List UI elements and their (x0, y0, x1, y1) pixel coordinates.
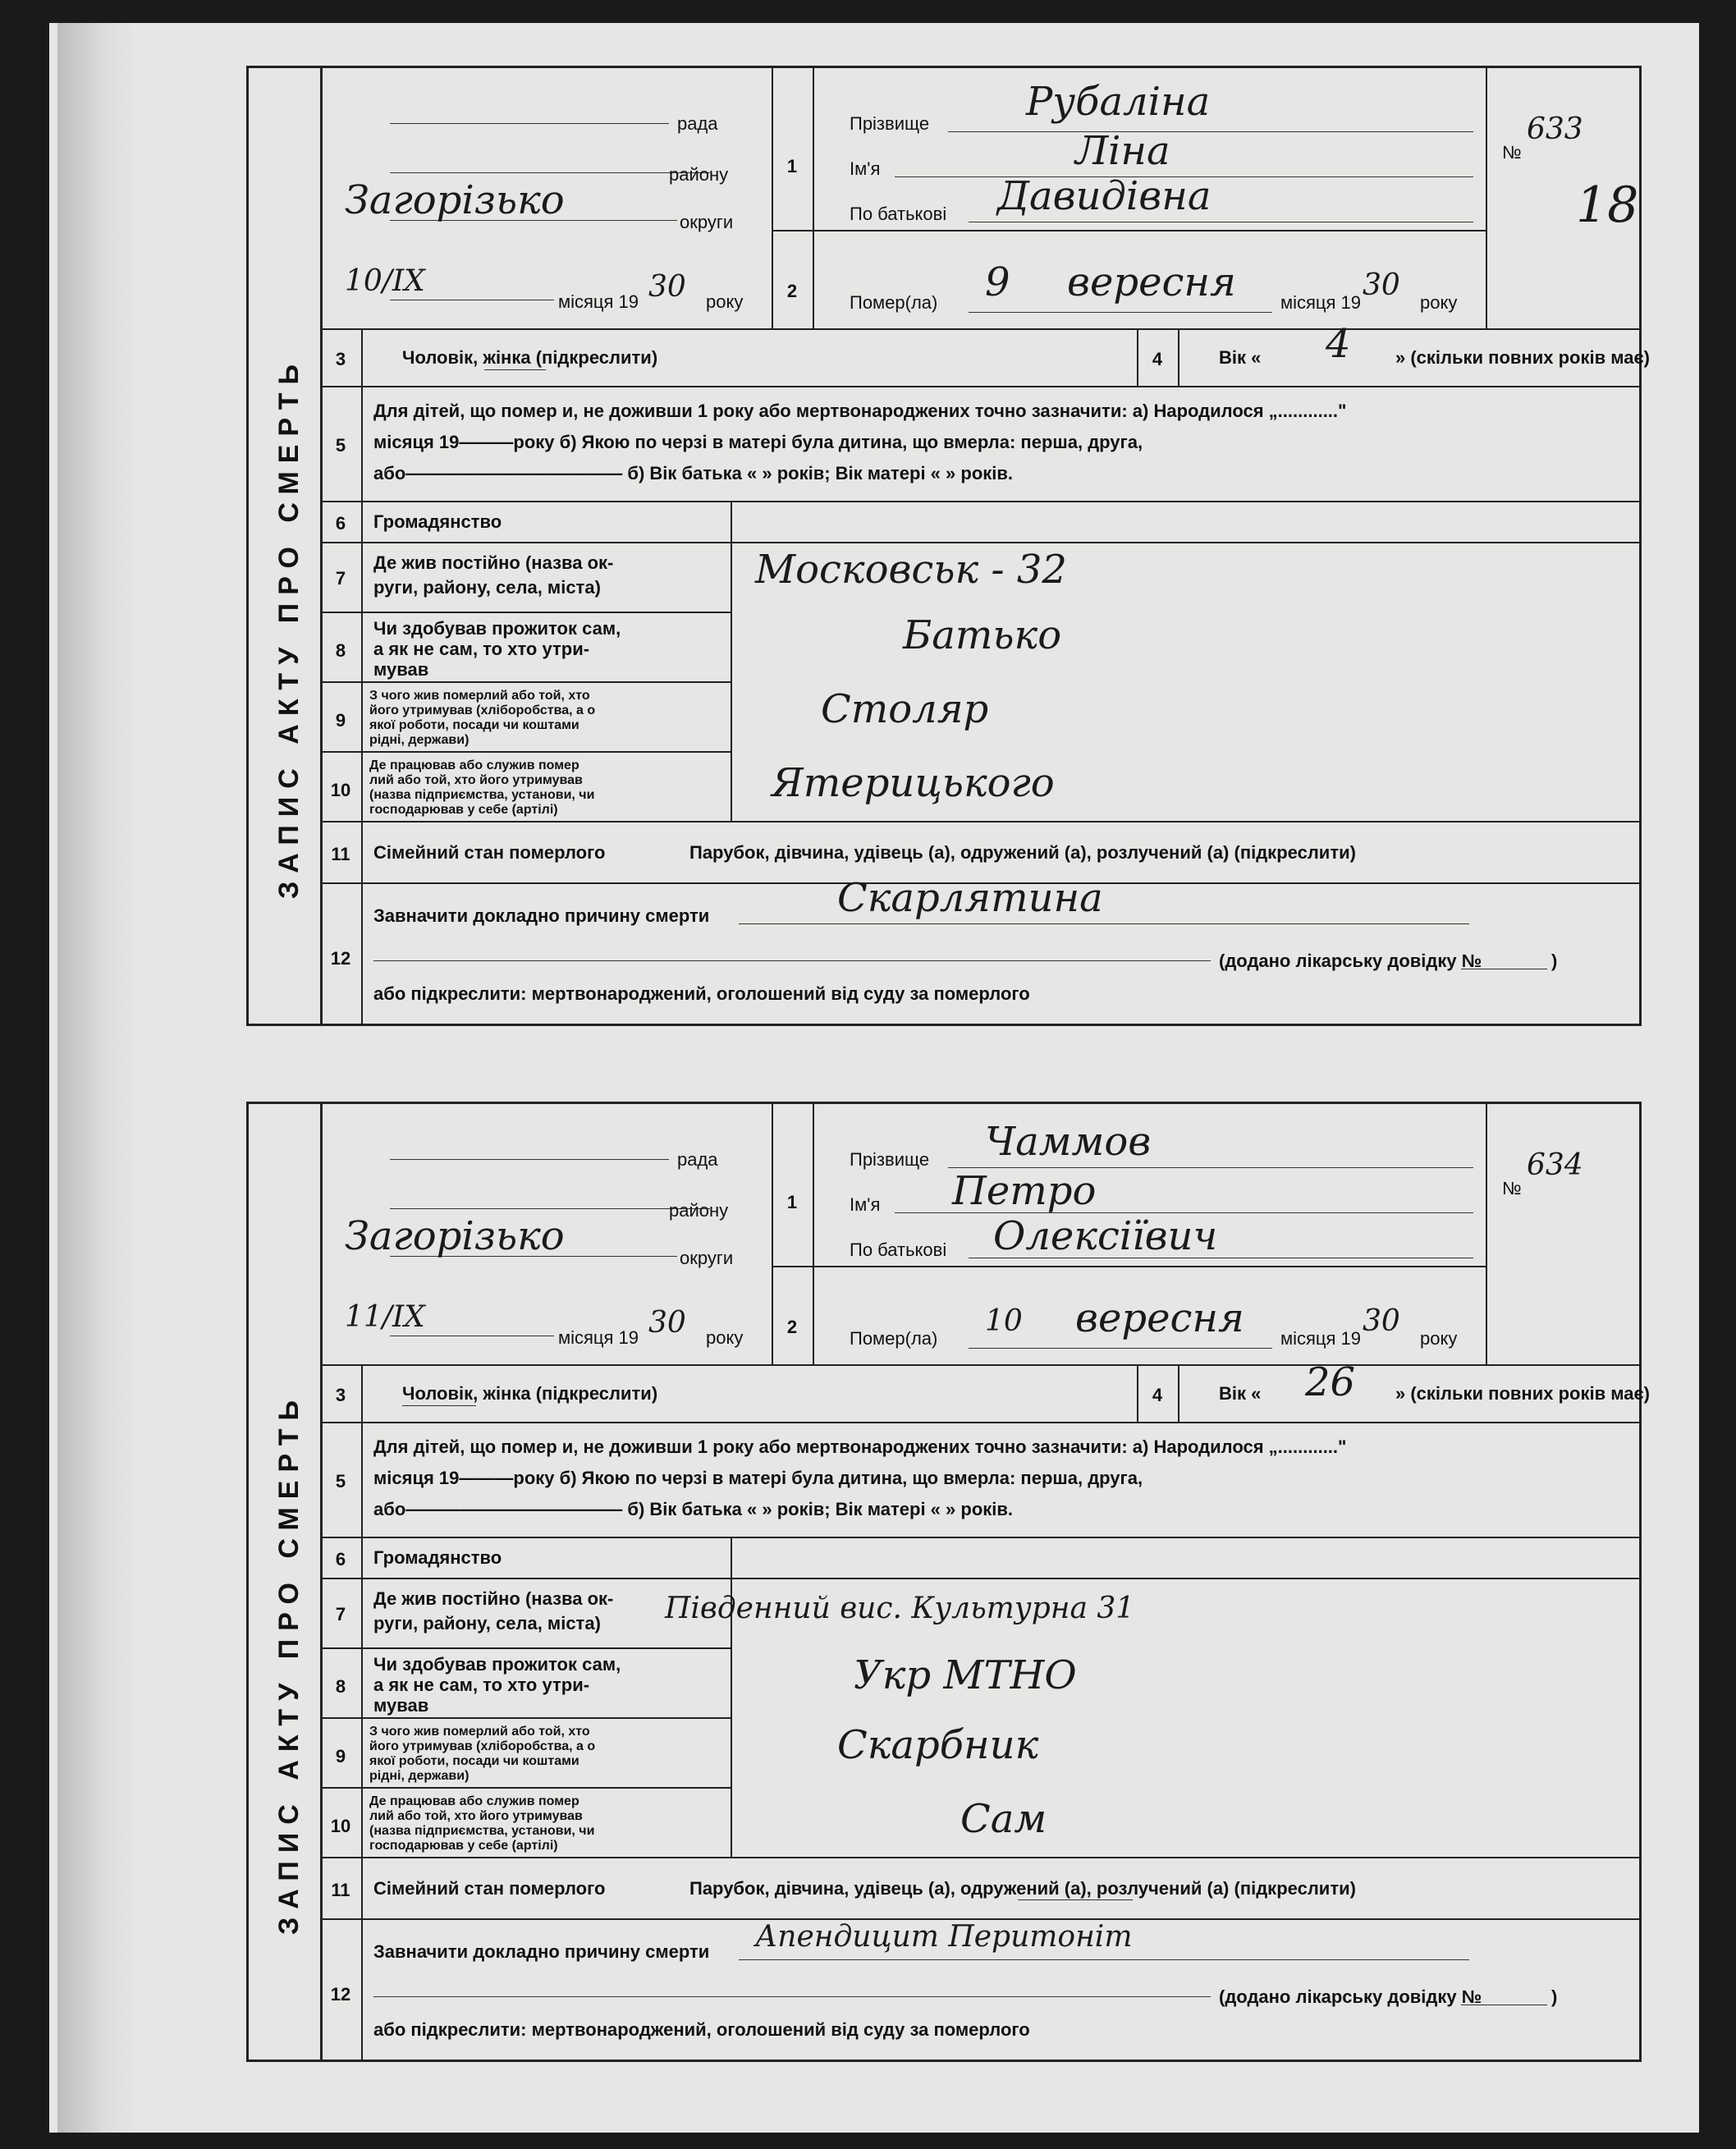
occupation: Столяр (821, 686, 989, 732)
death-record-card-1: ЗАПИС АКТУ ПРО СМЕРТЬ рада району округи Загорізько 10/IX місяця 19 30 року 1 2 Прізвище Рубаліна Ім'я Ліна По батькові Давидівна Помер(ла) 9 вересня місяця 19 30 року № 633 18 3 Чоловік, жінка (підкреслити) 4 Вік « 4 » (скільки повних років має) 5 Для дітей, що помер и, не доживши 1 року або мертвонароджених точно зазначити: а) Народилося „............" місяця 19———року б) Якою по черзі в матері була дитина, що вмерла: перша, друга, або———————————— б) Вік батька « » років; Вік матері « » років. 6 Громадянство 7 Де жив постійно (назва ок- руги, району, села, міста) Московськ - 32 8 Чи здобував прожиток сам, а як не сам, то хто утри- мував Батько 9 З чого жив померлий або той, хто його утримував (хліборобства, а о якої роботи, посади чи коштами рідні, держави) Столяр 10 Де працював або служив помер лий або той, хто його утримував (назва підприємства, установи, чи господарював у себе (артілі) Ятерицького 11 Сімейний стан померлого Парубок, дівчина, удівець (а), одружений (а), розлучений (а) (підкреслити) 12 Завначити докладно причину смерти Скарлятина (додано лікарську довідку № ) або підкреслити: мертвонароджений, оголошений від суду за померлого (246, 66, 1642, 1026)
death-month: вересня (1067, 259, 1236, 305)
surname: Рубаліна (1026, 79, 1211, 125)
side-title: ЗАПИС АКТУ ПРО СМЕРТЬ (273, 356, 305, 899)
okrug-handwritten: Загорізько (345, 177, 565, 223)
registration-date: 11/IX (345, 1300, 425, 1334)
registration-year: 30 (648, 1306, 686, 1340)
support: Укр МТНО (854, 1652, 1077, 1698)
age: 26 (1305, 1359, 1356, 1405)
death-record-card-2: ЗАПИС АКТУ ПРО СМЕРТЬ рада району округи Загорізько 11/IX місяця 19 30 року 1 2 Прізвище Чаммов Ім'я Петро По батькові Олексіївич Помер(ла) 10 вересня місяця 19 30 року № 634 3 Чоловік, жінка (підкреслити) 4 Вік « 26 » (скільки повних років має) 5 Для дітей, що помер и, не доживши 1 року або мертвонароджених точно зазначити: а) Народилося „............" місяця 19———року б) Якою по черзі в матері була дитина, що вмерла: перша, друга, або———————————— б) Вік батька « » років; Вік матері « » років. 6 Громадянство 7 Де жив постійно (назва ок- руги, району, села, міста) Південний вис. Культурна 31 8 Чи здобував прожиток сам, а як не сам, то хто утри- мував Укр МТНО 9 З чого жив померлий або той, хто його утримував (хліборобства, а о якої роботи, посади чи коштами рідні, держави) Скарбник 10 Де працював або служив помер лий або той, хто його утримував (назва підприємства, установи, чи господарював у себе (артілі) Сам 11 Сімейний стан померлого Парубок, дівчина, удівець (а), одружений (а), розлучений (а) (підкреслити) 12 Завначити докладно причину смерти Апендицит Перитоніт (додано лікарську довідку № ) або підкреслити: мертвонароджений, оголошений від суду за померлого (246, 1102, 1642, 2062)
occupation: Скарбник (837, 1722, 1039, 1768)
workplace: Сам (960, 1796, 1047, 1842)
patronymic: Олексіївич (993, 1213, 1218, 1259)
record-number: 634 (1527, 1148, 1583, 1182)
side-title: ЗАПИС АКТУ ПРО СМЕРТЬ (273, 1392, 305, 1935)
margin-mark: 18 (1576, 176, 1639, 234)
registration-date: 10/IX (345, 264, 425, 298)
death-year: 30 (1363, 1304, 1400, 1338)
cause-of-death: Апендицит Перитоніт (755, 1920, 1133, 1954)
residence: Московськ - 32 (755, 547, 1067, 593)
surname: Чаммов (985, 1119, 1152, 1165)
age: 4 (1326, 321, 1351, 367)
cause-of-death: Скарлятина (837, 875, 1103, 921)
support: Батько (903, 612, 1062, 658)
first-name: Петро (952, 1168, 1097, 1214)
workplace: Ятерицького (772, 760, 1055, 806)
record-number: 633 (1527, 112, 1583, 146)
residence: Південний вис. Культурна 31 (665, 1592, 1135, 1625)
first-name: Ліна (1075, 128, 1170, 174)
patronymic: Давидівна (997, 173, 1212, 219)
registration-year: 30 (648, 270, 686, 304)
death-year: 30 (1363, 268, 1400, 302)
death-day: 10 (985, 1304, 1023, 1338)
okrug-handwritten: Загорізько (345, 1213, 565, 1259)
death-month: вересня (1075, 1295, 1244, 1341)
death-day: 9 (985, 259, 1010, 305)
